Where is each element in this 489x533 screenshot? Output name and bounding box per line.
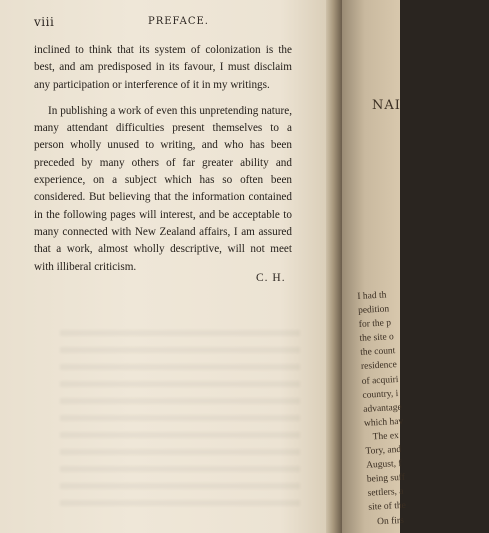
text-line: settlers, a [367, 487, 404, 500]
text-line: which hav [363, 416, 404, 429]
text-line: August, f [365, 459, 402, 471]
text-line: advantage [363, 402, 402, 415]
paragraph: inclined to think that its system of colonization is the best, and am predisposed in its favour, I must disclaim any participation or interference of it in my writings. [34, 44, 292, 91]
text-line: residence [360, 360, 398, 373]
signature: C. H. [256, 272, 286, 284]
text-line: the count [360, 346, 396, 359]
text-line: country, i [362, 388, 399, 401]
book-gutter [326, 0, 342, 533]
text-line: the site o [359, 332, 395, 345]
text-line: I had th [357, 290, 387, 302]
text-line: being suff [366, 472, 406, 485]
text-line: pedition [357, 304, 390, 317]
chapter-heading-fragment: NAI [372, 98, 401, 113]
page-number: viii [34, 15, 55, 29]
right-page [342, 0, 407, 533]
text-line: site of the [368, 501, 407, 514]
running-head: PREFACE. [148, 16, 209, 27]
paragraph: In publishing a work of even this unpretending nature, many attendant difficulties present themselves to a person wholly unused to writing, and who has been preceded by many others of far greater ability and experience, on a subject which has so often been considered. But believing that the information contained in the following pages will interest, and be acceptable to many connected with New Zealand affairs, I am assured that a work, almost wholly descriptive, will not meet with illiberal criticism. [34, 104, 292, 273]
right-page-text [357, 284, 489, 530]
text-line: On firs [376, 515, 405, 527]
show-through-text [60, 330, 300, 510]
preface-body [34, 42, 292, 276]
text-line: Tory, and [365, 444, 402, 457]
text-line: of acquiri [361, 374, 399, 387]
text-line: for the p [358, 318, 392, 331]
text-line: The ex [372, 430, 400, 443]
